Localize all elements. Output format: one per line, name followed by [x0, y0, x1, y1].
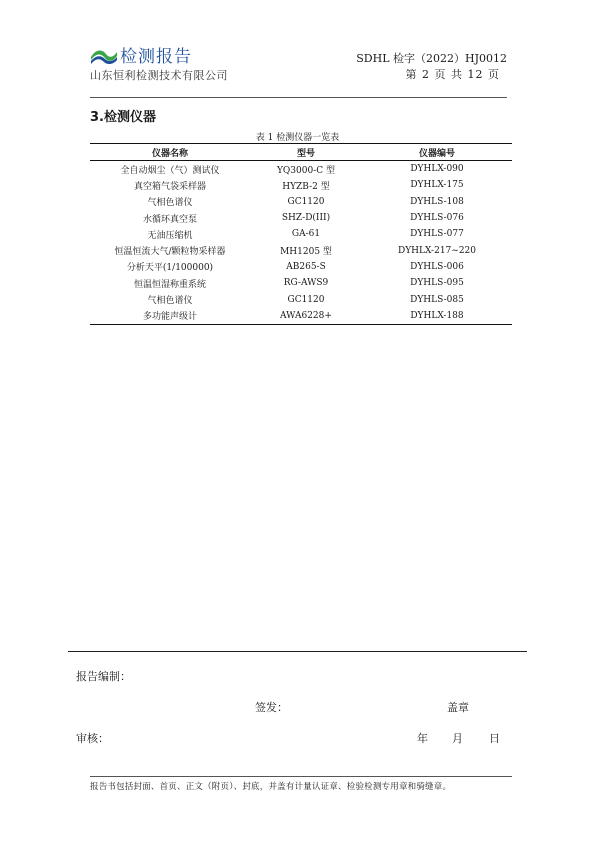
- logo-text: 检测报告: [120, 47, 192, 67]
- footer-divider: [90, 776, 512, 777]
- table-row: [90, 259, 512, 275]
- table-row: [90, 194, 512, 210]
- instrument-model: AWA6228+: [250, 308, 362, 325]
- table-row: [90, 177, 512, 193]
- instrument-model: HYZB-2 型: [282, 181, 330, 192]
- instrument-model: RG-AWS9: [283, 278, 329, 289]
- report-number: SDHL 检字（2022）HJ0012: [356, 52, 507, 65]
- table-row: [90, 210, 512, 226]
- instrument-id: DYHLX-217~220: [397, 245, 476, 256]
- instrument-name: 真空箱气袋采样器: [133, 181, 206, 192]
- instrument-name: 气相色谱仪: [147, 296, 193, 307]
- logo: [90, 42, 192, 67]
- column-header-id: 仪器编号: [362, 144, 512, 161]
- table-row: [90, 275, 512, 291]
- instrument-table: [90, 143, 512, 325]
- signature-divider: [68, 651, 527, 652]
- footer-note: 报告书包括封面、首页、正文（附页）、封底，并盖有计量认证章、检验检测专用章和骑缝章。: [90, 782, 452, 792]
- company-name: 山东恒利检测技术有限公司: [90, 69, 228, 82]
- instrument-model: SHZ-D(III): [281, 213, 331, 224]
- instrument-name: 无油压缩机: [147, 230, 193, 241]
- table-row: [90, 242, 512, 258]
- table-row: [90, 291, 512, 307]
- column-header-model: 型号: [250, 144, 362, 161]
- table-header-row: [90, 144, 512, 161]
- instrument-id: DYHLX-188: [362, 308, 512, 325]
- instrument-name: 水循环真空泵: [142, 214, 197, 225]
- compile-label: 报告编制：: [76, 670, 131, 683]
- column-header-name: 仪器名称: [90, 144, 250, 161]
- instrument-name: 恒温恒湿称重系统: [133, 279, 206, 290]
- table-caption: 表 1 检测仪器一览表: [255, 133, 340, 143]
- month-label: 月: [452, 732, 463, 745]
- table-row: [90, 161, 512, 178]
- instrument-id: DYHLS-076: [410, 213, 464, 224]
- wave-logo-icon: [90, 45, 118, 65]
- instrument-model: YQ3000-C 型: [276, 165, 335, 176]
- instrument-model: AB265-S: [286, 261, 326, 272]
- issue-label: 签发：: [255, 701, 288, 714]
- page-indicator: 第 2 页 共 12 页: [405, 68, 500, 81]
- instrument-name: 气相色谱仪: [147, 198, 193, 209]
- instrument-id: DYHLS-095: [410, 278, 464, 289]
- instrument-model: GA-61: [291, 229, 321, 240]
- instrument-name: 恒温恒流大气/颗粒物采样器: [114, 247, 226, 258]
- instrument-id: DYHLS-085: [410, 294, 464, 305]
- review-label: 审核：: [76, 732, 109, 745]
- instrument-model: GC1120: [287, 294, 325, 305]
- instrument-name: 分析天平(1/100000): [126, 263, 214, 274]
- instrument-id: DYHLS-006: [410, 261, 464, 272]
- day-label: 日: [489, 732, 500, 745]
- table-row: [90, 308, 512, 325]
- instrument-id: DYHLX-175: [410, 180, 464, 191]
- section-title: 3.检测仪器: [90, 110, 156, 125]
- instrument-name: 多功能声级计: [90, 308, 250, 325]
- instrument-id: DYHLS-077: [410, 229, 464, 240]
- instrument-name: 全自动烟尘（气）测试仪: [120, 165, 220, 176]
- year-label: 年: [417, 732, 428, 745]
- instrument-model: GC1120: [287, 196, 325, 207]
- instrument-id: DYHLS-108: [410, 196, 464, 207]
- header-divider: [90, 97, 507, 98]
- table-row: [90, 226, 512, 242]
- instrument-id: DYHLX-090: [410, 164, 464, 175]
- instrument-model: MH1205 型: [280, 247, 332, 258]
- seal-label: 盖章: [447, 701, 469, 714]
